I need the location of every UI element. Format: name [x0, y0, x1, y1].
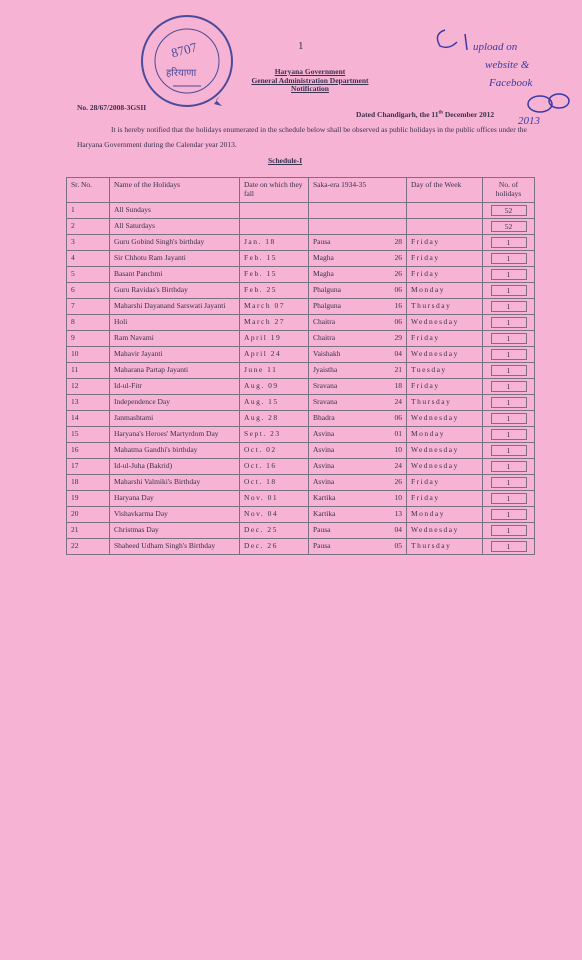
row-saka-month: Bhadra — [313, 413, 335, 422]
row-sr-no: 1 — [67, 203, 110, 219]
row-holiday-name: Maharshi Dayanand Sarswati Jayanti — [110, 299, 240, 315]
row-sr-no: 14 — [67, 411, 110, 427]
row-date: April 24 — [240, 347, 309, 363]
row-holiday-name: Maharshi Valmiki's Birthday — [110, 475, 240, 491]
row-date — [240, 203, 309, 219]
row-holiday-count — [483, 283, 535, 299]
table-header-row — [67, 178, 535, 203]
row-saka-date — [309, 267, 407, 283]
row-holiday-count — [483, 507, 535, 523]
row-day: Friday — [407, 475, 483, 491]
row-day: Monday — [407, 507, 483, 523]
row-date: Nov. 04 — [240, 507, 309, 523]
row-saka-date — [309, 251, 407, 267]
header-holiday-name: Name of the Holidays — [110, 178, 240, 203]
row-holiday-count — [483, 347, 535, 363]
row-sr-no: 6 — [67, 283, 110, 299]
row-sr-no: 3 — [67, 235, 110, 251]
row-saka-day: 26 — [394, 253, 402, 262]
intro-paragraph: It is hereby notified that the holidays enumerated in the schedule below shall be observed as public holidays in the public offices under the Haryana Government during the Calendar year 2013. — [77, 125, 527, 149]
row-sr-no: 9 — [67, 331, 110, 347]
row-saka-date — [309, 475, 407, 491]
row-count-value: 1 — [491, 413, 527, 424]
row-saka-day: 04 — [394, 525, 402, 534]
row-date: Nov. 01 — [240, 491, 309, 507]
table-row — [67, 427, 535, 443]
row-saka-date — [309, 283, 407, 299]
row-date: Dec. 25 — [240, 523, 309, 539]
row-count-value: 1 — [491, 301, 527, 312]
row-sr-no: 8 — [67, 315, 110, 331]
row-holiday-name: Guru Gobind Singh's birthday — [110, 235, 240, 251]
row-sr-no: 22 — [67, 539, 110, 555]
table-row — [67, 459, 535, 475]
row-day: Wednesday — [407, 523, 483, 539]
row-holiday-name: Sir Chhotu Ram Jayanti — [110, 251, 240, 267]
table-row — [67, 379, 535, 395]
row-holiday-name: Holi — [110, 315, 240, 331]
row-count-value: 1 — [491, 493, 527, 504]
row-saka-day: 13 — [394, 509, 402, 518]
row-date — [240, 219, 309, 235]
row-saka-month: Sravana — [313, 397, 338, 406]
office-stamp — [138, 12, 236, 110]
table-row — [67, 203, 535, 219]
table-row — [67, 443, 535, 459]
row-saka-date — [309, 235, 407, 251]
row-saka-day: 16 — [394, 301, 402, 310]
row-holiday-name: Haryana's Heroes' Martyrdom Day — [110, 427, 240, 443]
row-count-value: 1 — [491, 365, 527, 376]
row-day: Monday — [407, 427, 483, 443]
row-count-value: 1 — [491, 445, 527, 456]
row-sr-no: 16 — [67, 443, 110, 459]
row-saka-date — [309, 347, 407, 363]
row-day: Friday — [407, 251, 483, 267]
table-row — [67, 235, 535, 251]
row-holiday-name: All Sundays — [110, 203, 240, 219]
row-day: Wednesday — [407, 411, 483, 427]
row-holiday-count — [483, 411, 535, 427]
handwritten-note — [415, 22, 580, 137]
row-count-value: 1 — [491, 525, 527, 536]
row-day: Friday — [407, 331, 483, 347]
row-saka-day: 26 — [394, 269, 402, 278]
date-suffix-sup: th — [438, 110, 443, 116]
row-date: Feb. 25 — [240, 283, 309, 299]
table-row — [67, 267, 535, 283]
row-day — [407, 203, 483, 219]
row-date: Aug. 15 — [240, 395, 309, 411]
row-date: March 27 — [240, 315, 309, 331]
row-saka-month: Asvina — [313, 477, 335, 486]
row-saka-date — [309, 459, 407, 475]
row-holiday-name: Guru Ravidas's Birthday — [110, 283, 240, 299]
reference-number: No. 28/67/2008-3GSII — [77, 103, 147, 112]
row-saka-date — [309, 427, 407, 443]
table-row — [67, 251, 535, 267]
table-row — [67, 539, 535, 555]
row-saka-month: Asvina — [313, 445, 335, 454]
row-holiday-name: Shaheed Udham Singh's Birthday — [110, 539, 240, 555]
row-holiday-name: Vishavkarma Day — [110, 507, 240, 523]
row-count-value: 1 — [491, 381, 527, 392]
row-holiday-name: Id-ul-Juha (Bakrid) — [110, 459, 240, 475]
row-saka-day: 01 — [394, 429, 402, 438]
row-count-value: 1 — [491, 237, 527, 248]
row-day: Wednesday — [407, 459, 483, 475]
table-row — [67, 395, 535, 411]
row-saka-date — [309, 411, 407, 427]
row-holiday-name: Maharana Partap Jayanti — [110, 363, 240, 379]
row-saka-day: 10 — [394, 445, 402, 454]
row-holiday-name: Basant Panchmi — [110, 267, 240, 283]
row-sr-no: 17 — [67, 459, 110, 475]
row-day: Friday — [407, 379, 483, 395]
row-saka-day: 24 — [394, 397, 402, 406]
row-sr-no: 20 — [67, 507, 110, 523]
table-row — [67, 347, 535, 363]
row-count-value: 1 — [491, 333, 527, 344]
row-date: March 07 — [240, 299, 309, 315]
row-saka-month: Phalguna — [313, 285, 341, 294]
svg-text:हरियाणा: हरियाणा — [166, 68, 197, 79]
svg-text:website &: website & — [485, 59, 530, 71]
row-saka-month: Pausa — [313, 237, 331, 246]
row-day: Thursday — [407, 539, 483, 555]
row-sr-no: 10 — [67, 347, 110, 363]
row-holiday-count — [483, 251, 535, 267]
row-count-value: 1 — [491, 429, 527, 440]
govt-line-1: Haryana Government — [274, 67, 346, 76]
row-saka-date — [309, 379, 407, 395]
row-date: Oct. 02 — [240, 443, 309, 459]
row-date: Oct. 16 — [240, 459, 309, 475]
header-day: Day of the Week — [407, 178, 483, 203]
row-saka-date — [309, 363, 407, 379]
row-count-value: 52 — [491, 205, 527, 216]
row-holiday-name: All Saturdays — [110, 219, 240, 235]
row-holiday-count — [483, 219, 535, 235]
holiday-schedule-table — [66, 177, 535, 555]
row-holiday-count — [483, 491, 535, 507]
row-holiday-name: Mahatma Gandhi's birthday — [110, 443, 240, 459]
table-row — [67, 315, 535, 331]
row-saka-month: Sravana — [313, 381, 338, 390]
row-holiday-count — [483, 475, 535, 491]
row-saka-month: Pausa — [313, 525, 331, 534]
row-day: Friday — [407, 235, 483, 251]
row-count-value: 52 — [491, 221, 527, 232]
row-count-value: 1 — [491, 509, 527, 520]
row-saka-day: 21 — [394, 365, 402, 374]
row-day — [407, 219, 483, 235]
row-saka-month: Asvina — [313, 461, 335, 470]
row-holiday-count — [483, 203, 535, 219]
row-holiday-count — [483, 299, 535, 315]
row-holiday-name: Christmas Day — [110, 523, 240, 539]
page-number: 1 — [298, 40, 304, 52]
row-saka-date — [309, 443, 407, 459]
header-date: Date on which they fall — [240, 178, 309, 203]
table-row — [67, 331, 535, 347]
row-saka-day: 24 — [394, 461, 402, 470]
row-holiday-count — [483, 235, 535, 251]
row-day: Friday — [407, 267, 483, 283]
row-saka-month: Magha — [313, 253, 334, 262]
row-saka-date — [309, 315, 407, 331]
row-saka-day: 06 — [394, 413, 402, 422]
row-saka-date — [309, 395, 407, 411]
row-sr-no: 4 — [67, 251, 110, 267]
row-sr-no: 5 — [67, 267, 110, 283]
row-holiday-count — [483, 331, 535, 347]
row-date: Jan. 18 — [240, 235, 309, 251]
row-holiday-name: Independence Day — [110, 395, 240, 411]
row-holiday-count — [483, 395, 535, 411]
row-saka-day: 06 — [394, 317, 402, 326]
row-sr-no: 18 — [67, 475, 110, 491]
svg-text:Facebook: Facebook — [489, 77, 533, 89]
row-sr-no: 21 — [67, 523, 110, 539]
row-saka-day: 10 — [394, 493, 402, 502]
row-count-value: 1 — [491, 397, 527, 408]
row-saka-day: 29 — [394, 333, 402, 342]
table-row — [67, 219, 535, 235]
date-suffix: December 2012 — [442, 110, 495, 119]
row-saka-date — [309, 523, 407, 539]
row-count-value: 1 — [491, 253, 527, 264]
row-saka-date — [309, 331, 407, 347]
row-sr-no: 15 — [67, 427, 110, 443]
svg-text:2013: 2013 — [518, 115, 540, 127]
row-saka-month: Phalguna — [313, 301, 341, 310]
schedule-title: Schedule-I — [268, 156, 303, 165]
row-day: Thursday — [407, 299, 483, 315]
row-holiday-count — [483, 427, 535, 443]
row-date: Aug. 09 — [240, 379, 309, 395]
row-holiday-count — [483, 315, 535, 331]
row-date: April 19 — [240, 331, 309, 347]
row-saka-date — [309, 507, 407, 523]
row-sr-no: 12 — [67, 379, 110, 395]
row-saka-day: 06 — [394, 285, 402, 294]
row-saka-date — [309, 219, 407, 235]
row-sr-no: 7 — [67, 299, 110, 315]
row-holiday-count — [483, 363, 535, 379]
row-sr-no: 13 — [67, 395, 110, 411]
row-holiday-count — [483, 539, 535, 555]
row-saka-date — [309, 203, 407, 219]
govt-line-2: General Administration Department — [251, 75, 369, 85]
row-holiday-name: Haryana Day — [110, 491, 240, 507]
svg-text:8707: 8707 — [169, 39, 199, 61]
row-saka-day: 26 — [394, 477, 402, 486]
row-day: Wednesday — [407, 443, 483, 459]
row-date: Aug. 28 — [240, 411, 309, 427]
row-holiday-count — [483, 267, 535, 283]
row-count-value: 1 — [491, 317, 527, 328]
row-day: Tuesday — [407, 363, 483, 379]
table-row — [67, 299, 535, 315]
row-saka-day: 18 — [394, 381, 402, 390]
row-day: Wednesday — [407, 315, 483, 331]
row-count-value: 1 — [491, 285, 527, 296]
svg-text:upload on: upload on — [473, 41, 518, 53]
table-row — [67, 523, 535, 539]
row-saka-date — [309, 491, 407, 507]
row-date: Sept. 23 — [240, 427, 309, 443]
row-sr-no: 11 — [67, 363, 110, 379]
govt-line-3: Notification — [291, 84, 329, 93]
notification-date — [356, 110, 494, 119]
row-day: Friday — [407, 491, 483, 507]
table-row — [67, 507, 535, 523]
row-count-value: 1 — [491, 269, 527, 280]
table-row — [67, 411, 535, 427]
row-holiday-name: Id-ul-Fitr — [110, 379, 240, 395]
row-holiday-name: Mahavir Jayanti — [110, 347, 240, 363]
table-row — [67, 491, 535, 507]
row-holiday-count — [483, 459, 535, 475]
date-prefix: Dated Chandigarh, the 11 — [356, 110, 439, 119]
row-holiday-name: Ram Navami — [110, 331, 240, 347]
row-day: Thursday — [407, 395, 483, 411]
row-saka-month: Magha — [313, 269, 334, 278]
row-holiday-count — [483, 523, 535, 539]
row-sr-no: 2 — [67, 219, 110, 235]
row-holiday-name: Janmashtami — [110, 411, 240, 427]
row-saka-month: Chaitra — [313, 317, 336, 326]
row-sr-no: 19 — [67, 491, 110, 507]
header-saka-era: Saka-era 1934-35 — [309, 178, 407, 203]
government-heading — [195, 68, 425, 94]
table-row — [67, 475, 535, 491]
row-count-value: 1 — [491, 477, 527, 488]
row-date: Dec. 26 — [240, 539, 309, 555]
row-holiday-count — [483, 379, 535, 395]
row-date: Feb. 15 — [240, 251, 309, 267]
row-saka-month: Vaishakh — [313, 349, 341, 358]
row-saka-month: Chaitra — [313, 333, 336, 342]
row-day: Wednesday — [407, 347, 483, 363]
row-saka-day: 28 — [394, 237, 402, 246]
row-saka-date — [309, 539, 407, 555]
row-saka-day: 04 — [394, 349, 402, 358]
row-saka-day: 05 — [394, 541, 402, 550]
row-saka-month: Jyaistha — [313, 365, 338, 374]
row-count-value: 1 — [491, 541, 527, 552]
table-row — [67, 283, 535, 299]
row-saka-month: Pausa — [313, 541, 331, 550]
row-saka-date — [309, 299, 407, 315]
row-saka-month: Kartika — [313, 509, 336, 518]
row-date: Oct. 18 — [240, 475, 309, 491]
row-holiday-count — [483, 443, 535, 459]
row-date: Feb. 15 — [240, 267, 309, 283]
row-date: June 11 — [240, 363, 309, 379]
row-day: Monday — [407, 283, 483, 299]
row-saka-month: Asvina — [313, 429, 335, 438]
header-count: No. of holidays — [483, 178, 535, 203]
row-count-value: 1 — [491, 461, 527, 472]
row-count-value: 1 — [491, 349, 527, 360]
table-row — [67, 363, 535, 379]
header-sr-no: Sr. No. — [67, 178, 110, 203]
row-saka-month: Kartika — [313, 493, 336, 502]
